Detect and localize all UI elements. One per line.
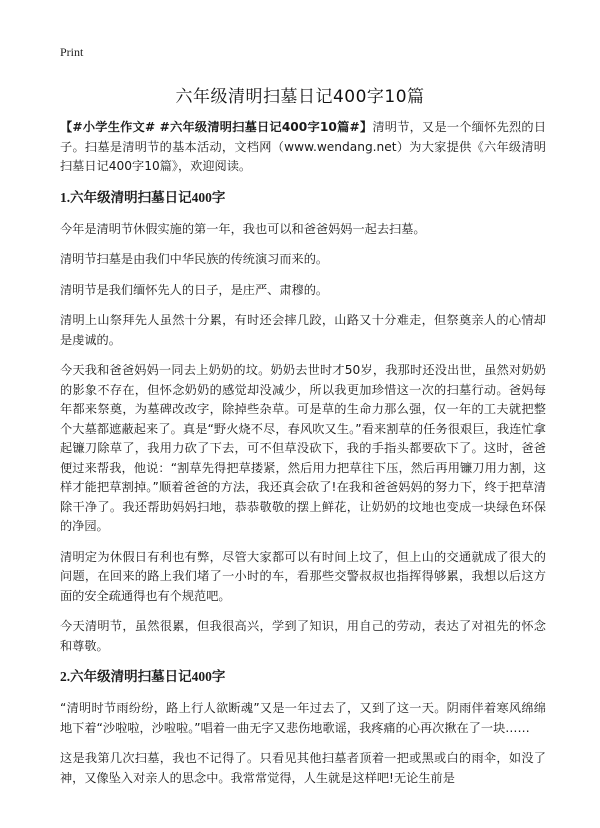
intro-paragraph <box>60 118 546 177</box>
section-1-paragraph: 清明定为休假日有利也有弊，尽管大家都可以有时间上坟了，但上山的交通就成了很大的问题，在回来的路上我们堵了一小时的车，看那些交警叔叔也指挥得够累，我想以后这方面的安全疏通得也有个规范吧。 <box>60 549 546 603</box>
print-label[interactable]: Print <box>60 45 84 59</box>
section-1-paragraph: 清明节扫墓是由我们中华民族的传统演习而来的。 <box>60 252 329 266</box>
section-2-paragraph: 这是我第几次扫墓，我也不记得了。只看见其他扫墓者顶着一把或黑或白的雨伞，如没了神，又像坠入对亲人的思念中。我常常觉得，人生就是这样吧!无论生前是 <box>60 751 546 785</box>
section-1-paragraph: 清明节是我们缅怀先人的日子，是庄严、肃穆的。 <box>60 282 329 297</box>
section-2-heading: 2.六年级清明扫墓日记400字 <box>60 669 226 684</box>
intro-tag: 【#小学生作文# #六年级清明扫墓日记400字10篇#】 <box>60 120 373 134</box>
section-1-paragraph: 今年是清明节休假实施的第一年，我也可以和爸爸妈妈一起去扫墓。 <box>60 221 426 236</box>
intro-text: 清明节，又是一个缅怀先烈的日子。扫墓是清明节的基本活动，文档网（www.wendang.net）为大家提供《六年级清明扫墓日记400字10篇》，欢迎阅读。 <box>60 120 547 173</box>
section-1-paragraph: 今天清明节，虽然很累，但我很高兴，学到了知识，用自己的劳动，表达了对祖先的怀念和尊敬。 <box>60 619 546 653</box>
section-1-paragraph: 今天我和爸爸妈妈一同去上奶奶的坟。奶奶去世时才50岁，我那时还没出世，虽然对奶奶的影象不存在，但怀念奶奶的感觉却没减少，所以我更加珍惜这一次的扫墓行动。爸妈每年都来祭奠，为墓碑改改字，除掉些杂草。可是草的生命力那么强，仅一年的工夫就把整个大墓都遮蔽起来了。真是“野火烧不尽，春风吹又生。”看来割草的任务很艰巨，我连忙拿起镰刀除草了，我用力砍了下去，可不但草没砍下，我的手指头都要砍下了。这时，爸爸便过来帮我，他说：“割草先得把草搂紧，然后用力把草往下压，然后再用镰刀用力割，这样才能把草割掉。”顺着爸爸的方法，我还真会砍了!在我和爸爸妈妈的努力下，终于把草清除干净了。我还帮助妈妈扫地，恭恭敬敬的摆上鲜花，让奶奶的坟地也变成一块绿色环保的净园。 <box>60 363 546 533</box>
section-2-paragraph: “清明时节雨纷纷，路上行人欲断魂”又是一年过去了，又到了这一天。阴雨伴着寒风绵绵地下着“沙啦啦，沙啦啦。”唱着一曲无字又悲伤地歌谣，我疼痛的心再次揪在了一块…… <box>60 701 546 735</box>
article-body <box>60 118 546 799</box>
page-title: 六年级清明扫墓日记400字10篇 <box>175 87 425 107</box>
section-1-heading: 1.六年级清明扫墓日记400字 <box>60 189 226 205</box>
section-1-paragraph: 清明上山祭拜先人虽然十分累，有时还会摔几跤，山路又十分难走，但祭奠亲人的心情却是虔诚的。 <box>60 313 546 347</box>
